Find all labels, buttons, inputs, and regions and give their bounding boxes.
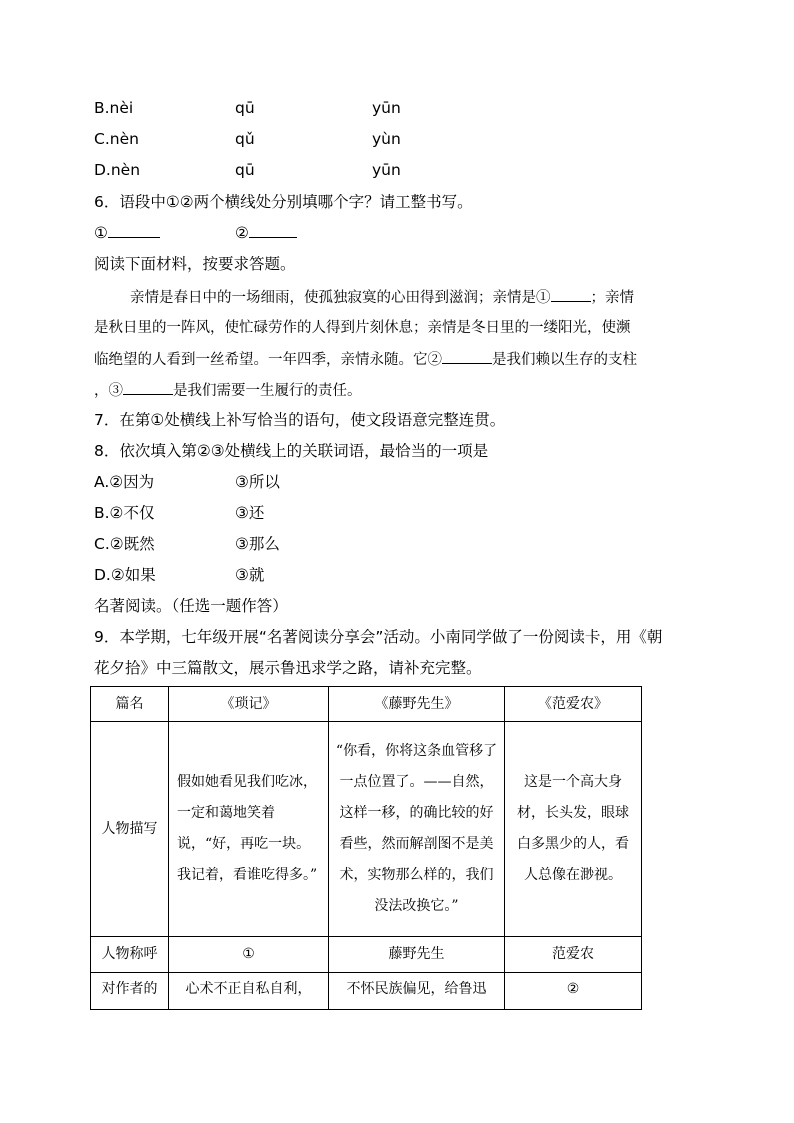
reading-card-table	[90, 686, 642, 1010]
passage-blank-1	[551, 287, 591, 302]
header-suoji: 《琐记》	[169, 687, 329, 722]
table-row-address	[91, 937, 642, 973]
answer-cell-1[interactable]: ①	[169, 937, 329, 973]
header-tengye: 《藤野先生》	[329, 687, 505, 722]
row-label: 对作者的	[91, 973, 169, 1010]
q8-option-a: A.②因为 ③所以	[94, 473, 280, 491]
q5-option-b: B.nèi qū yūn	[94, 99, 401, 117]
q9-line-2: 花夕拾》中三篇散文，展示鲁迅求学之路，请补充完整。	[94, 659, 482, 677]
table-row-description	[91, 722, 642, 937]
passage-line-1: 亲情是春日中的一场细雨，使孤独寂寞的心田得到滋润；亲情是① ；亲情	[130, 287, 634, 308]
passage-line-3: 临绝望的人看到一丝希望。一年四季，亲情永随。它② 是我们赖以生存的支柱	[94, 349, 637, 370]
passage-blank-2	[442, 349, 492, 364]
reading-intro: 阅读下面材料，按要求答题。	[94, 255, 296, 273]
table-cell: 不怀民族偏见，给鲁迅	[329, 973, 505, 1010]
table-cell: 假如她看见我们吃冰，一定和蔼地笑着说，“好，再吃一块。我记着，看谁吃得多。”	[169, 722, 329, 937]
header-title: 篇名	[91, 687, 169, 722]
q8-question: 8．依次填入第②③处横线上的关联词语，最恰当的一项是	[94, 442, 489, 460]
q8-option-b: B.②不仅 ③还	[94, 504, 265, 522]
header-fanainong: 《范爱农》	[505, 687, 642, 722]
table-row-evaluation	[91, 973, 642, 1010]
answer-blank-2[interactable]	[249, 223, 297, 238]
q9-line-1: 9．本学期，七年级开展“名著阅读分享会”活动。小南同学做了一份阅读卡，用《朝	[94, 628, 663, 646]
row-label: 人物描写	[91, 722, 169, 937]
q5-option-d: D.nèn qū yūn	[94, 161, 401, 179]
table-cell: 这是一个高大身材，长头发，眼球白多黑少的人，看人总像在渺视。	[505, 722, 642, 937]
classics-intro: 名著阅读。（任选一题作答）	[94, 597, 288, 615]
q5-option-c: C.nèn qǔ yùn	[94, 130, 401, 148]
table-cell: 藤野先生	[329, 937, 505, 973]
q7-question: 7．在第①处横线上补写恰当的语句，使文段语意完整连贯。	[94, 411, 506, 429]
passage-line-4: ，③ 是我们需要一生履行的责任。	[94, 380, 362, 401]
table-cell: “你看，你将这条血管移了一点位置了。——自然，这样一移，的确比较的好看些，然而解剖图不是美术，实物那么样的，我们没法改换它。”	[329, 722, 505, 937]
q6-answer-blanks: ① ②	[94, 223, 160, 243]
table-cell: 范爱农	[505, 937, 642, 973]
q8-option-d: D.②如果 ③就	[94, 566, 265, 584]
answer-cell-2[interactable]: ②	[505, 973, 642, 1010]
passage-line-2: 是秋日里的一阵风，使忙碌劳作的人得到片刻休息；亲情是冬日里的一缕阳光，使濒	[94, 320, 631, 336]
q6-question: 6．语段中①②两个横线处分别填哪个字？请工整书写。	[94, 193, 473, 211]
passage-blank-3	[123, 380, 173, 395]
table-cell: 心术不正自私自利，	[169, 973, 329, 1010]
row-label: 人物称呼	[91, 937, 169, 973]
answer-blank-1[interactable]	[108, 223, 160, 238]
q8-option-c: C.②既然 ③那么	[94, 535, 280, 553]
table-header-row	[91, 687, 642, 722]
